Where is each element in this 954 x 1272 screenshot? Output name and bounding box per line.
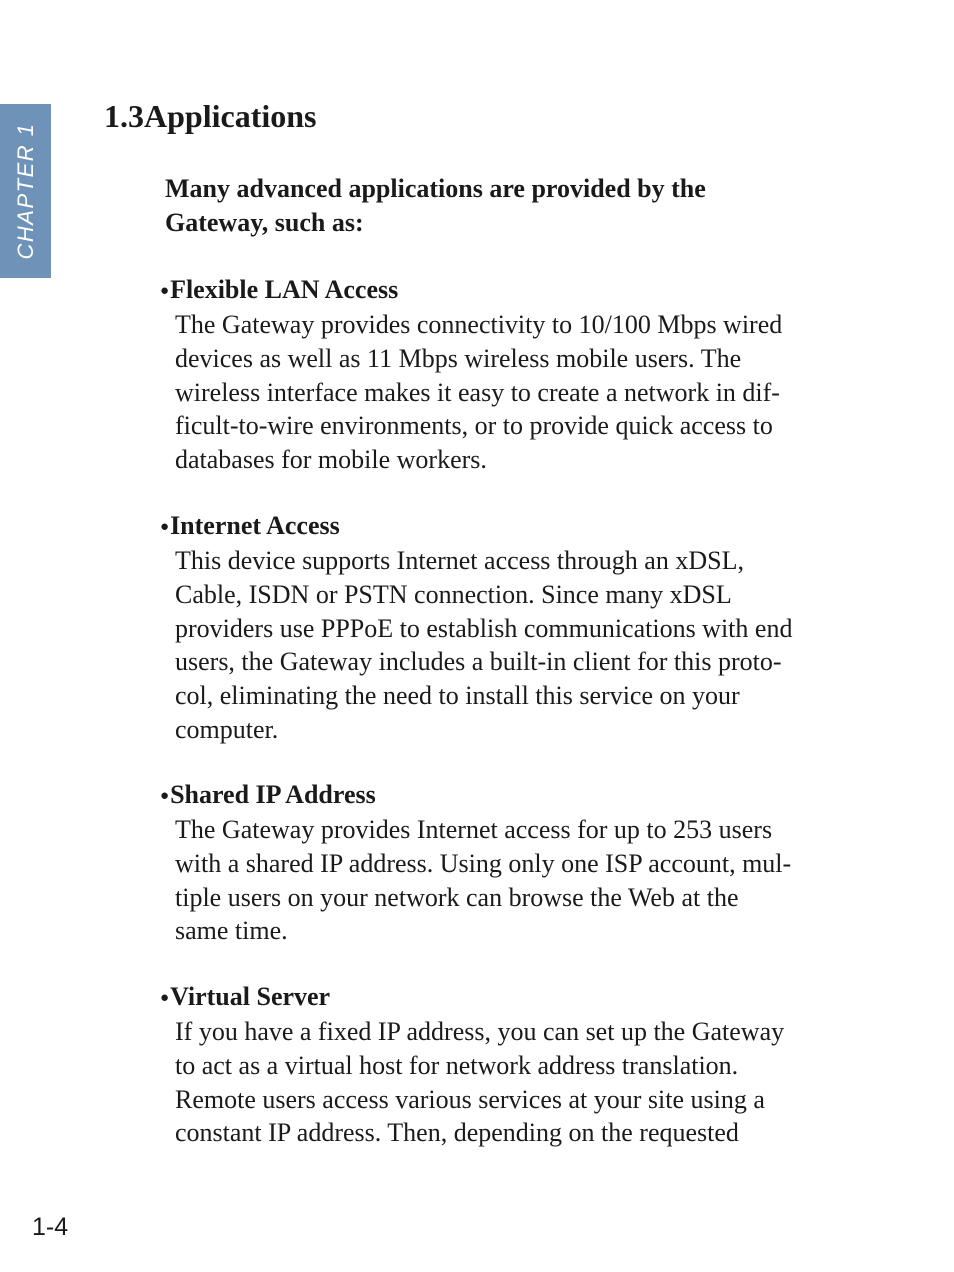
bullet-icon: ● [160, 788, 170, 804]
bullet-icon: ● [160, 990, 170, 1006]
application-flexible-lan-access [160, 273, 860, 477]
page-number: 1-4 [32, 1213, 69, 1241]
description-line: col, eliminating the need to install this service on your [175, 681, 740, 711]
application-description [160, 544, 860, 747]
intro-line: Many advanced applications are provided by the [165, 174, 706, 203]
application-heading [160, 273, 860, 308]
application-shared-ip-address [160, 778, 860, 948]
description-line: Cable, ISDN or PSTN connection. Since many xDSL [175, 579, 732, 609]
description-line: devices as well as 11 Mbps wireless mobile users. The [175, 343, 742, 373]
application-description [160, 1015, 860, 1150]
intro-line: Gateway, such as: [165, 208, 364, 237]
bullet-icon: ● [160, 519, 170, 535]
description-line: computer. [175, 714, 279, 744]
intro-paragraph [165, 172, 805, 240]
description-line: Remote users access various services at your site using a [175, 1084, 765, 1114]
description-line: same time. [175, 916, 288, 946]
application-heading-text: Virtual Server [170, 982, 331, 1011]
application-internet-access [160, 509, 860, 747]
application-virtual-server [160, 980, 860, 1150]
application-heading-text: Shared IP Address [170, 780, 376, 809]
description-line: constant IP address. Then, depending on the requested [175, 1118, 739, 1148]
application-description [160, 308, 860, 477]
description-line: tiple users on your network can browse the Web at the [175, 882, 739, 912]
application-heading [160, 509, 860, 544]
description-line: ficult-to-wire environments, or to provide quick access to [175, 411, 773, 441]
description-line: If you have a fixed IP address, you can set up the Gateway [175, 1017, 785, 1046]
description-line: databases for mobile workers. [175, 445, 487, 475]
description-line: with a shared IP address. Using only one ISP account, mul- [175, 848, 792, 878]
description-line: The Gateway provides Internet access for up to 253 users [175, 815, 773, 844]
description-line: providers use PPPoE to establish communications with end [175, 613, 793, 643]
application-heading [160, 778, 860, 813]
bullet-icon: ● [160, 283, 170, 299]
application-heading [160, 980, 860, 1015]
chapter-tab [0, 104, 51, 278]
description-line: to act as a virtual host for network address translation. [175, 1050, 739, 1080]
application-heading-text: Flexible LAN Access [170, 275, 399, 304]
description-line: This device supports Internet access through an xDSL, [175, 546, 744, 575]
description-line: users, the Gateway includes a built-in client for this proto- [175, 647, 782, 677]
description-line: wireless interface makes it easy to create a network in dif- [175, 377, 780, 407]
application-heading-text: Internet Access [170, 511, 340, 540]
chapter-tab-label: CHAPTER 1 [12, 122, 38, 260]
section-title: 1.3Applications [104, 98, 317, 134]
application-description [160, 813, 860, 948]
description-line: The Gateway provides connectivity to 10/100 Mbps wired [175, 310, 783, 339]
